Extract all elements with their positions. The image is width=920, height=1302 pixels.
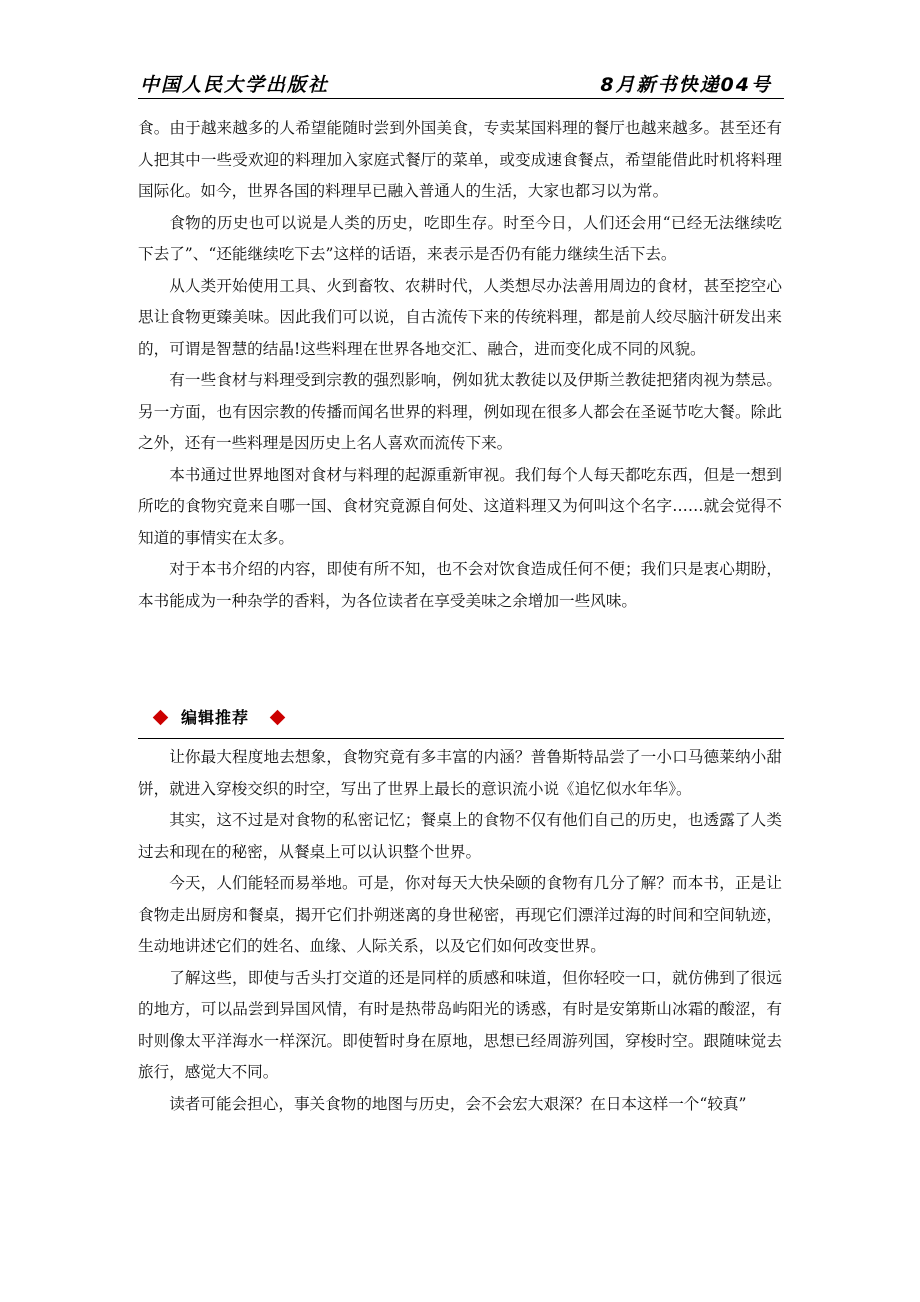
paragraph: 读者可能会担心，事关食物的地图与历史，会不会宏大艰深？在日本这样一个“较真” bbox=[169, 1094, 747, 1113]
issue-label: 8月新书快递04号 bbox=[600, 74, 772, 96]
paragraph: 今天，人们能轻而易举地。可是，你对每天大快朵颐的食物有几分了解？而本书，正是让食物走出厨房和餐桌，揭开它们扑朔迷离的身世秘密，再现它们漂洋过海的时间和空间轨迹，生动地讲述它们的姓名、血缘、人际关系，以及它们如何改变世界。 bbox=[138, 874, 782, 955]
paragraph: 本书通过世界地图对食材与料理的起源重新审视。我们每个人每天都吃东西，但是一想到所吃的食物究竟来自哪一国、食材究竟源自何处、这道料理又为何叫这个名字……就会觉得不知道的事情实在太多。 bbox=[138, 465, 782, 547]
editor-recommend-heading bbox=[138, 700, 784, 739]
paragraph: 食。由于越来越多的人希望能随时尝到外国美食，专卖某国料理的餐厅也越来越多。甚至还有人把其中一些受欢迎的料理加入家庭式餐厅的菜单，或变成速食餐点，希望能借此时机将料理国际化。如今，世界各国的料理早已融入普通人的生活，大家也都习以为常。 bbox=[138, 119, 782, 200]
intro-section bbox=[138, 113, 782, 617]
paragraph: 其实，这不过是对食物的私密记忆；餐桌上的食物不仅有他们自己的历史，也透露了人类过去和现在的秘密，从餐桌上可以认识整个世界。 bbox=[138, 811, 782, 861]
paragraph: 从人类开始使用工具、火到畜牧、农耕时代，人类想尽办法善用周边的食材，甚至挖空心思让食物更臻美味。因此我们可以说，自古流传下来的传统料理，都是前人绞尽脑汁研发出来的，可谓是智慧的结晶!这些料理在世界各地交汇、融合，进而变化成不同的风貌。 bbox=[138, 276, 782, 358]
paragraph: 让你最大程度地去想象，食物究竟有多丰富的内涵？普鲁斯特品尝了一小口马德莱纳小甜饼，就进入穿梭交织的时空，写出了世界上最长的意识流小说《追忆似水年华》。 bbox=[138, 748, 782, 798]
section-title: 编辑推荐 bbox=[181, 708, 250, 727]
paragraph: 有一些食材与料理受到宗教的强烈影响，例如犹太教徒以及伊斯兰教徒把猪肉视为禁忌。另一方面，也有因宗教的传播而闻名世界的料理，例如现在很多人都会在圣诞节吃大餐。除此之外，还有一些料理是因历史上名人喜欢而流传下来。 bbox=[138, 371, 782, 452]
paragraph: 了解这些，即使与舌头打交道的还是同样的质感和味道，但你轻咬一口，就仿佛到了很远的地方，可以品尝到异国风情，有时是热带岛屿阳光的诱惑，有时是安第斯山冰霜的酸涩，有时则像太平洋海水一样深沉。即使暂时身在原地，思想已经周游列国，穿梭时空。跟随味觉去旅行，感觉大不同。 bbox=[138, 968, 782, 1081]
diamond-icon bbox=[270, 710, 286, 726]
paragraph: 对于本书介绍的内容，即使有所不知，也不会对饮食造成任何不便；我们只是衷心期盼，本书能成为一种杂学的香料，为各位读者在享受美味之余增加一些风味。 bbox=[138, 560, 782, 610]
page-header bbox=[138, 64, 784, 99]
publisher-name: 中国人民大学出版社 bbox=[140, 74, 330, 96]
diamond-icon bbox=[153, 710, 169, 726]
recommend-section bbox=[138, 742, 782, 1120]
paragraph: 食物的历史也可以说是人类的历史，吃即生存。时至今日，人们还会用“已经无法继续吃下去了”、“还能继续吃下去”这样的话语，来表示是否仍有能力继续生活下去。 bbox=[138, 213, 782, 263]
